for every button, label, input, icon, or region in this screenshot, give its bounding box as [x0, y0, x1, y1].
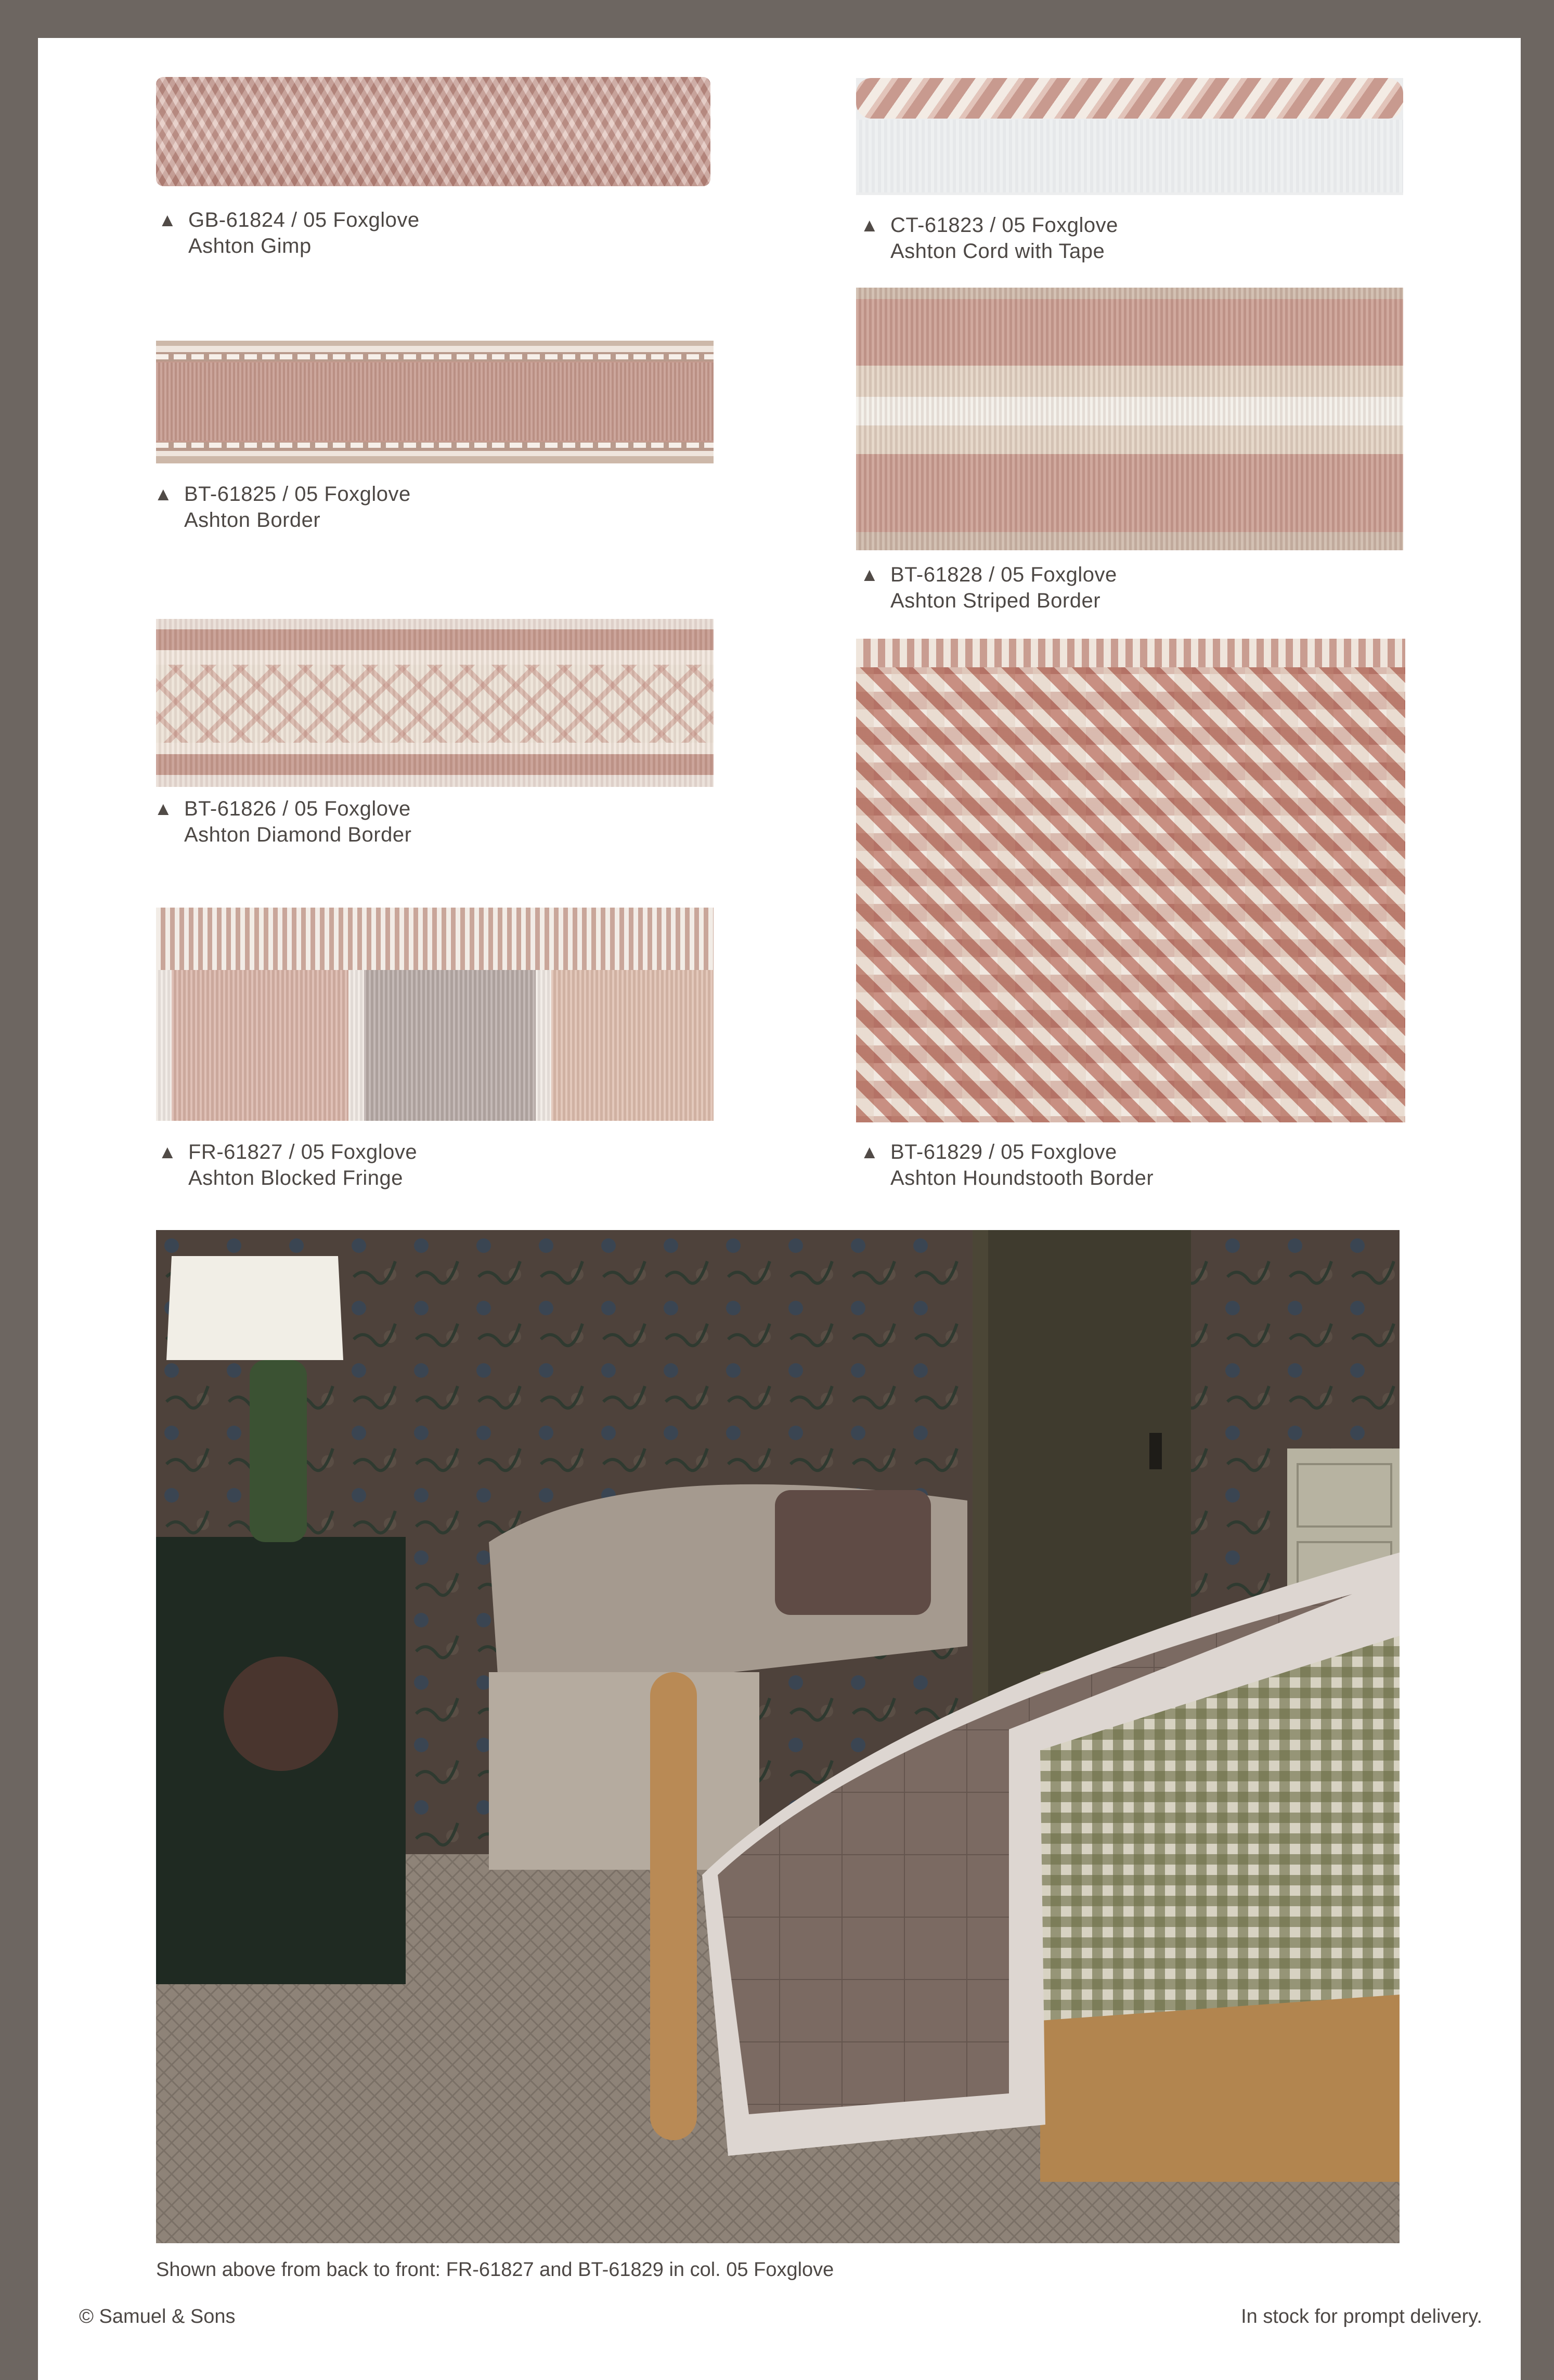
lamp-base: [250, 1360, 307, 1542]
product-code: FR-61827 / 05 Foxglove: [188, 1141, 418, 1163]
cabinet-flowers: [224, 1657, 338, 1771]
weave: [156, 619, 714, 787]
product-code: CT-61823 / 05 Foxglove: [890, 214, 1118, 237]
product-name: Ashton Blocked Fringe: [188, 1167, 403, 1189]
striped-border-label: [860, 562, 1117, 614]
fringe-block-peach: [551, 970, 714, 1121]
cord-tape-swatch: [856, 78, 1403, 195]
door-handle: [1149, 1433, 1162, 1469]
blocked-fringe-swatch: [156, 908, 714, 1121]
photo-caption: Shown above from back to front: FR-61827 and BT-61829 in col. 05 Foxglove: [156, 2259, 834, 2281]
stitch-bottom: [156, 443, 714, 448]
lamp-shade: [166, 1256, 343, 1360]
houndstooth-border-label: [860, 1139, 1154, 1191]
blocked-fringe-label: [158, 1139, 418, 1191]
pillow: [775, 1490, 931, 1615]
houndstooth-pattern: [856, 639, 1405, 1122]
chaise-base: [489, 1672, 759, 1870]
diamond-border-label: [154, 796, 412, 848]
triangle-marker-icon: ▲: [158, 1141, 177, 1162]
product-name: Ashton Striped Border: [890, 589, 1101, 612]
gimp-swatch: [156, 77, 710, 186]
product-name: Ashton Diamond Border: [184, 823, 412, 846]
fringe-block-grey: [364, 970, 536, 1121]
fringe-block-pink: [156, 970, 172, 1121]
cord: [856, 78, 1403, 119]
triangle-marker-icon: ▲: [158, 209, 177, 230]
border-swatch: [156, 341, 714, 463]
product-code: BT-61829 / 05 Foxglove: [890, 1141, 1117, 1163]
fringe-block-white: [348, 970, 364, 1121]
product-code: BT-61825 / 05 Foxglove: [184, 483, 411, 506]
product-code: BT-61826 / 05 Foxglove: [184, 797, 411, 820]
stock-note: In stock for prompt delivery.: [1241, 2306, 1482, 2327]
tape: [856, 120, 1403, 192]
product-name: Ashton Houndstooth Border: [890, 1167, 1154, 1189]
bedroom-photo: [156, 1230, 1400, 2243]
product-name: Ashton Gimp: [188, 235, 312, 257]
striped-border-swatch: [856, 288, 1403, 550]
border-label: [154, 481, 411, 533]
cord-tape-label: [860, 212, 1118, 264]
triangle-marker-icon: ▲: [860, 214, 879, 236]
bed-post: [650, 1672, 697, 2140]
copyright: © Samuel & Sons: [79, 2306, 236, 2327]
gimp-label: [158, 207, 420, 259]
fringe-header: [156, 908, 714, 970]
houndstooth-edge: [856, 639, 1405, 667]
weave: [156, 363, 714, 441]
product-code: BT-61828 / 05 Foxglove: [890, 563, 1117, 586]
triangle-marker-icon: ▲: [154, 483, 173, 505]
triangle-marker-icon: ▲: [860, 1141, 879, 1162]
weave: [856, 288, 1403, 550]
product-name: Ashton Border: [184, 509, 321, 532]
fringe-block-pink: [172, 970, 348, 1121]
product-name: Ashton Cord with Tape: [890, 240, 1105, 263]
stitch-top: [156, 354, 714, 359]
houndstooth-border-swatch: [856, 639, 1405, 1122]
diamond-border-swatch: [156, 619, 714, 787]
product-code: GB-61824 / 05 Foxglove: [188, 209, 420, 231]
triangle-marker-icon: ▲: [860, 564, 879, 585]
triangle-marker-icon: ▲: [154, 798, 173, 819]
fringe-block-white: [536, 970, 551, 1121]
bedroom-illustration: [156, 1230, 1400, 2243]
